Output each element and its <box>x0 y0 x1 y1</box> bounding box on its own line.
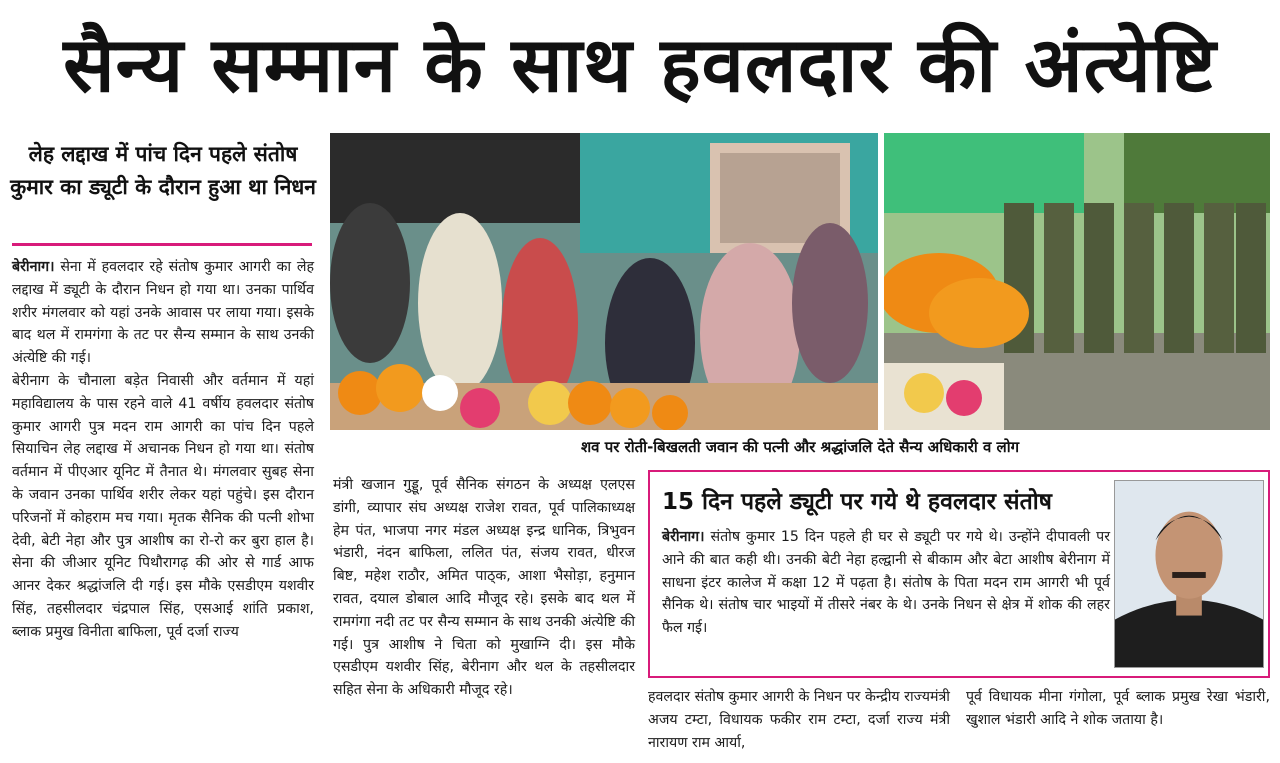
sidebar-story-title: 15 दिन पहले ड्यूटी पर गये थे हवलदार संतोष <box>662 489 1052 515</box>
mourning-family-photo <box>330 133 878 430</box>
sidebar-dateline: बेरीनाग। <box>662 529 705 545</box>
photo-strip <box>330 133 1270 430</box>
article-paragraph-4: हवलदार संतोष कुमार आगरी के निधन पर केन्द्रीय राज्यमंत्री अजय टम्टा, विधायक फकीर राम टम्टा, दर्जा राज्य मंत्री नारायण राम आर्या, <box>648 689 950 751</box>
article-subhead: लेह लद्दाख में पांच दिन पहले संतोष कुमार का ड्यूटी के दौरान हुआ था निधन <box>10 142 316 199</box>
article-paragraph-1 <box>12 256 314 370</box>
article-paragraph-5: पूर्व विधायक मीना गंगोला, पूर्व ब्लाक प्रमुख रेखा भंडारी, खुशाल भंडारी आदि ने शोक जताया है। <box>966 689 1270 728</box>
paragraph-text: सेना में हवलदार रहे संतोष कुमार आगरी का लेह लद्दाख में ड्यूटी के दौरान निधन हो गया था। उनका पार्थिव शरीर मंगलवार को यहां उनके आवास पर लाया गया। इसके बाद थल में रामगंगा के तट पर सैन्य सम्मान के साथ उनकी अंत्येष्टि की गई। <box>12 259 314 367</box>
soldier-portrait-photo <box>1114 480 1264 668</box>
article-dateline: बेरीनाग। <box>12 259 55 275</box>
article-column-1 <box>12 256 314 756</box>
sidebar-story-box <box>648 470 1270 678</box>
sidebar-story-text: संतोष कुमार 15 दिन पहले ही घर से ड्यूटी पर गये थे। उन्होंने दीपावली पर आने की बात कही थी। उनकी बेटी नेहा हल्द्वानी से बीकाम और बेटा आशीष बेरीनाग में साधना इंटर कालेज में कक्षा 12 में पढ़ता है। संतोष के पिता मदन राम आगरी भी पूर्व सैनिक थे। संतोष चार भाइयों में तीसरे नंबर के थे। उनके निधन से क्षेत्र में शोक की लहर फैल गई। <box>662 529 1110 637</box>
article-paragraph-3: मंत्री खजान गुड्डू, पूर्व सैनिक संगठन के अध्यक्ष एलएस डांगी, व्यापार संघ अध्यक्ष राजेश रावत, पूर्व पालिकाध्यक्ष हेम पंत, भाजपा नगर मंडल अध्यक्ष इन्द्र धानिक, त्रिभुवन भंडारी, नंदन बाफिला, ललित पंत, संजय रावत, धीरज बिष्ट, महेश राठौर, अमित पाठ्क, आशा भैसोड़ा, हनुमान रावत, दयाल डोबाल आदि मौजूद रहे। इसके बाद थल में रामगंगा नदी तट पर सैन्य सम्मान के साथ उनकी अंत्येष्टि की गई। पुत्र आशीष ने चिता को मुखाग्नि दी। इस मौके एसडीएम यशवीर सिंह, बेरीनाग और थल के तहसीलदार सहित सेना के अधिकारी मौजूद रहे। <box>333 477 635 699</box>
article-column-2 <box>333 474 635 756</box>
sidebar-story-body <box>662 526 1110 672</box>
military-guard-of-honour-photo <box>884 133 1270 430</box>
subhead-divider <box>12 243 312 246</box>
article-column-4 <box>966 686 1270 758</box>
article-column-3 <box>648 686 950 758</box>
page-headline: सैन्य सम्मान के साथ हवलदार की अंत्येष्टि <box>63 20 1217 109</box>
photo-caption: शव पर रोती-बिखलती जवान की पत्नी और श्रद्धांजलि देते सैन्य अधिकारी व लोग <box>580 438 1020 456</box>
article-paragraph-2: बेरीनाग के चौनाला बड़ेत निवासी और वर्तमान में यहां महाविद्यालय के पास रहने वाले 41 वर्षीय हवलदार संतोष कुमार आगरी पुत्र मदन राम आगरी का पांच दिन पहले सियाचिन लेह लद्दाख में अचानक निधन हो गया था। संतोष वर्तमान में पीएआर यूनिट में तैनात थे। मंगलवार सुबह सेना के जवान उनका पार्थिव शरीर लेकर यहां पहुंचे। इस दौरान परिजनों में कोहराम मच गया। मृतक सैनिक की पत्नी शोभा देवी, बेटी नेहा और पुत्र आशीष का रो-रो कर बुरा हाल है। सेना की जीआर यूनिट पिथौरागढ़ की ओर से गार्ड आफ आनर देकर श्रद्धांजलि दी गई। इस मौके एसडीएम यशवीर सिंह, तहसीलदार चंद्रपाल सिंह, एसआई शांति प्रकाश, ब्लाक प्रमुख विनीता बाफिला, पूर्व दर्जा राज्य <box>12 372 314 640</box>
